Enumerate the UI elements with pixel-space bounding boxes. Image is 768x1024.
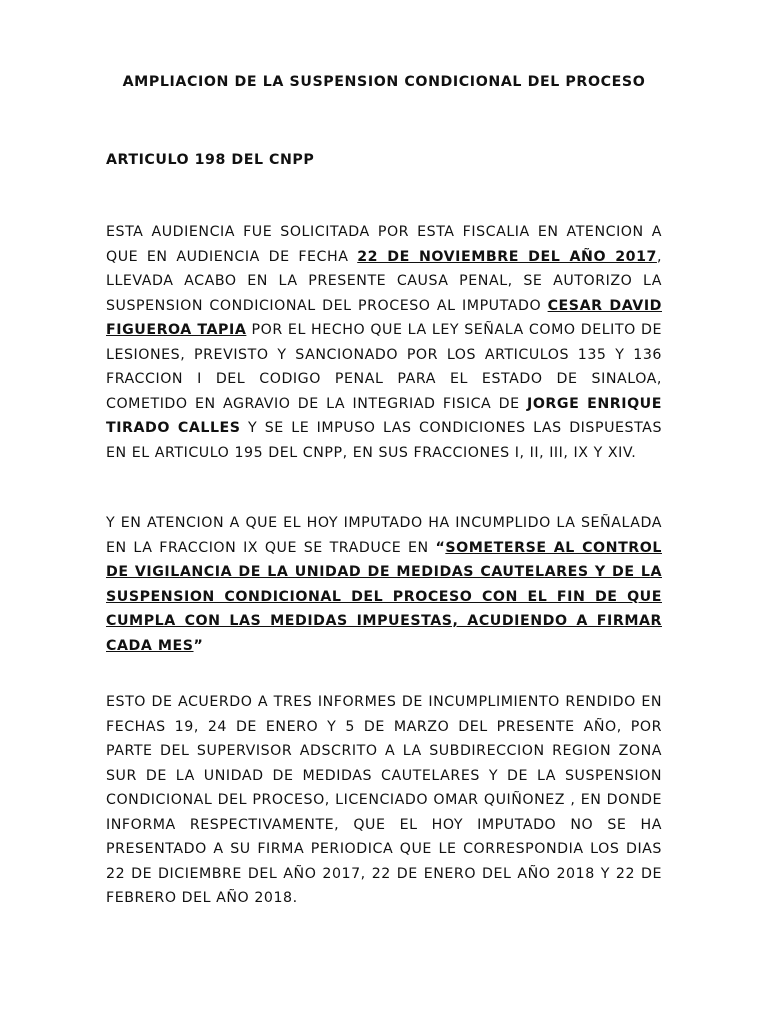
victim-name: JORGE ENRIQUE TIRADO CALLES [106,395,662,436]
article-reference: ARTICULO 198 DEL CNPP [106,152,315,168]
paragraph-3: ESTO DE ACUERDO A TRES INFORMES DE INCUMPLIMIENTO RENDIDO EN FECHAS 19, 24 DE ENERO Y 5 DE MARZO DEL PRESENTE AÑO, POR PARTE DEL SUPERVISOR ADSCRITO A LA SUBDIRECCION REGION ZONA SUR DE LA UNIDAD DE MEDIDAS CAUTELARES Y DE LA SUSPENSION CONDICIONAL DEL PROCESO, LICENCIADO OMAR QUIÑONEZ , EN DONDE INFORMA RESPECTIVAMENTE, QUE EL HOY IMPUTADO NO SE HA PRESENTADO A SU FIRMA PERIODICA QUE LE CORRESPONDIA LOS DIAS 22 DE DICIEMBRE DEL AÑO 2017, 22 DE ENERO DEL AÑO 2018 Y 22 DE FEBRERO DEL AÑO 2018. [106,694,662,906]
paragraph-1-text-2: , LLEVADA ACABO EN LA PRESENTE CAUSA PENAL, SE AUTORIZO LA SUSPENSION CONDICIONAL DEL PROCESO AL IMPUTADO [106,248,662,314]
paragraph-1-text-1: ESTA AUDIENCIA FUE SOLICITADA POR ESTA FISCALIA EN ATENCION A QUE EN AUDIENCIA DE FECHA [106,224,662,265]
accused-name: CESAR DAVID FIGUEROA TAPIA [106,297,662,338]
paragraph-1 [106,220,662,465]
condition-text: SOMETERSE AL CONTROL DE VIGILANCIA DE LA UNIDAD DE MEDIDAS CAUTELARES Y DE LA SUSPENSION CONDICIONAL DEL PROCESO CON EL FIN DE QUE CUMPLA CON LAS MEDIDAS IMPUESTAS, ACUDIENDO A FIRMAR CADA MES [106,539,662,654]
close-quote: ” [193,637,204,654]
paragraph-2-text-1: Y EN ATENCION A QUE EL HOY IMPUTADO HA INCUMPLIDO LA SEÑALADA EN LA FRACCION IX QUE SE TRADUCE EN [106,515,662,556]
paragraph-1-text-3: POR EL HECHO QUE LA LEY SEÑALA COMO DELITO DE LESIONES, PREVISTO Y SANCIONADO POR LOS ARTICULOS 135 Y 136 FRACCION I DEL CODIGO PENAL PARA EL ESTADO DE SINALOA, COMETIDO EN AGRAVIO DE LA INTEGRIAD FISICA DE [106,322,662,412]
document-title: AMPLIACION DE LA SUSPENSION CONDICIONAL DEL PROCESO [122,74,646,90]
paragraph-2 [106,511,662,658]
open-quote: “ [435,539,446,556]
hearing-date: 22 DE NOVIEMBRE DEL AÑO 2017 [357,248,657,265]
paragraph-1-text-4: Y SE LE IMPUSO LAS CONDICIONES LAS DISPUESTAS EN EL ARTICULO 195 DEL CNPP, EN SUS FRACCIONES I, II, III, IX Y XIV. [106,420,662,461]
